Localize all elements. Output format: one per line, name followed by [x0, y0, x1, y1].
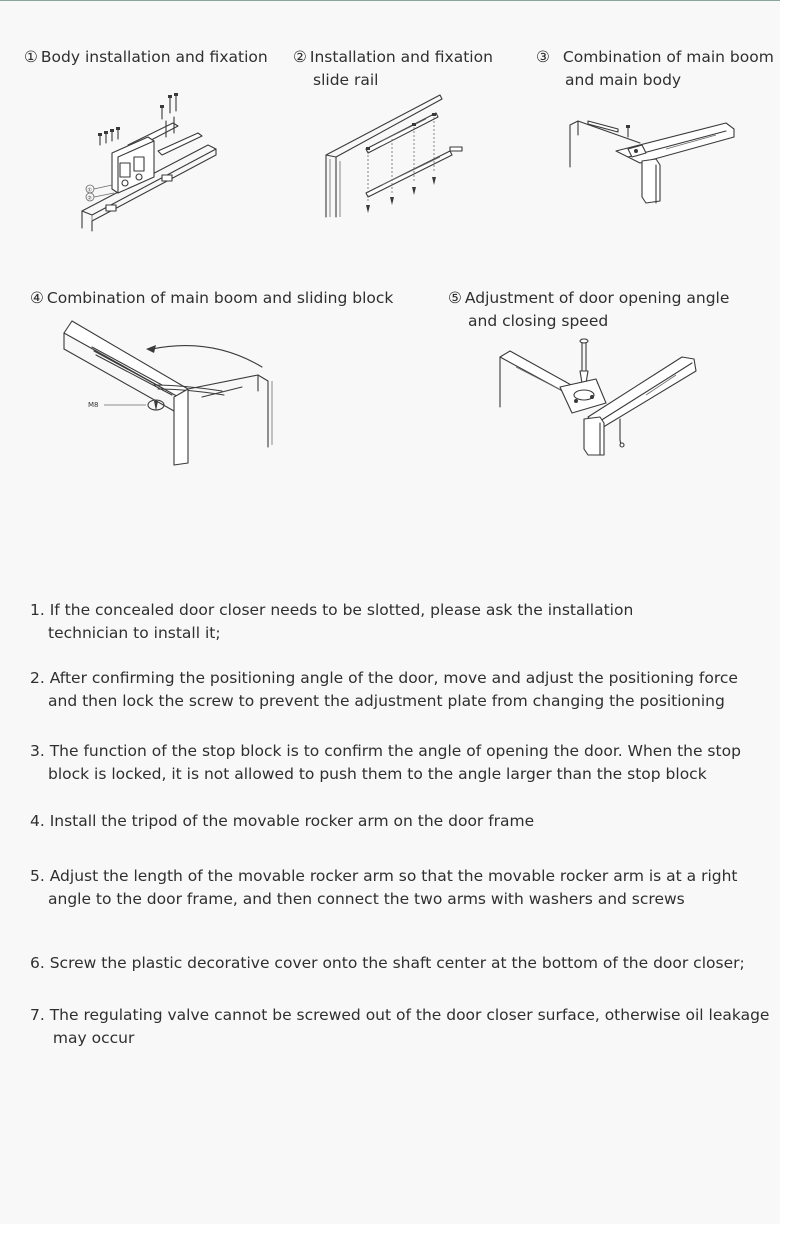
- step-1-label: [24, 46, 268, 69]
- step-4-title: Combination of main boom and sliding block: [46, 289, 394, 307]
- note-3-line2: block is locked, it is not allowed to push them to the angle larger than the stop block: [48, 765, 707, 783]
- callout-1: ①: [87, 187, 92, 194]
- note-5-line2: angle to the door frame, and then connect the two arms with washers and screws: [48, 890, 685, 908]
- step-1-number: ①: [24, 48, 38, 66]
- step-5-title-line2: and closing speed: [468, 312, 609, 330]
- step-1-title: Body installation and fixation: [40, 48, 268, 66]
- note-2-line1: 2. After confirming the positioning angle of the door, move and adjust the positioning force: [30, 669, 738, 687]
- svg-text:◦: ◦: [564, 379, 567, 385]
- step-3-label: [536, 46, 774, 92]
- note-item: [30, 810, 534, 833]
- note-item: [30, 667, 738, 713]
- step-4-number: ④: [30, 289, 44, 307]
- note-1-line2: technician to install it;: [48, 624, 221, 642]
- step-5-title: Adjustment of door opening angle: [464, 289, 730, 307]
- step-3-number: ③: [536, 48, 550, 66]
- note-7-line2: may occur: [48, 1029, 135, 1047]
- body-installation-diagram: [78, 93, 223, 235]
- note-1-line1: 1. If the concealed door closer needs to be slotted, please ask the installation: [30, 601, 634, 619]
- step-2-title-line2: slide rail: [313, 71, 379, 89]
- m8-label: M8: [88, 401, 99, 409]
- sliding-block-diagram: [62, 319, 278, 465]
- step-5-label: [448, 287, 729, 333]
- callout-2: ②: [87, 195, 92, 202]
- step-2-label: [293, 46, 493, 92]
- note-2-line2: and then lock the screw to prevent the adjustment plate from changing the positioning: [48, 692, 725, 710]
- note-item: [30, 865, 738, 911]
- note-4-line1: 4. Install the tripod of the movable rocker arm on the door frame: [30, 812, 535, 830]
- step-2-number: ②: [293, 48, 307, 66]
- note-item: [30, 952, 745, 975]
- adjustment-diagram: [496, 337, 702, 457]
- svg-text:◦: ◦: [596, 381, 599, 387]
- note-item: [30, 599, 633, 645]
- step-4-label: [30, 287, 393, 310]
- step-5-number: ⑤: [448, 289, 462, 307]
- main-boom-body-diagram: [566, 113, 742, 205]
- note-item: [30, 740, 741, 786]
- note-7-line1: 7. The regulating valve cannot be screwed out of the door closer surface, otherwise oil leakage: [30, 1006, 770, 1024]
- step-2-title: Installation and fixation: [309, 48, 493, 66]
- step-3-title: Combination of main boom: [562, 48, 774, 66]
- slide-rail-diagram: [322, 93, 472, 221]
- note-3-line1: 3. The function of the stop block is to confirm the angle of opening the door. When the stop: [30, 742, 741, 760]
- note-item: [30, 1004, 769, 1050]
- note-5-line1: 5. Adjust the length of the movable rocker arm so that the movable rocker arm is at a right: [30, 867, 738, 885]
- note-6-line1: 6. Screw the plastic decorative cover onto the shaft center at the bottom of the door closer;: [30, 954, 745, 972]
- step-3-title-line2: and main body: [565, 71, 682, 89]
